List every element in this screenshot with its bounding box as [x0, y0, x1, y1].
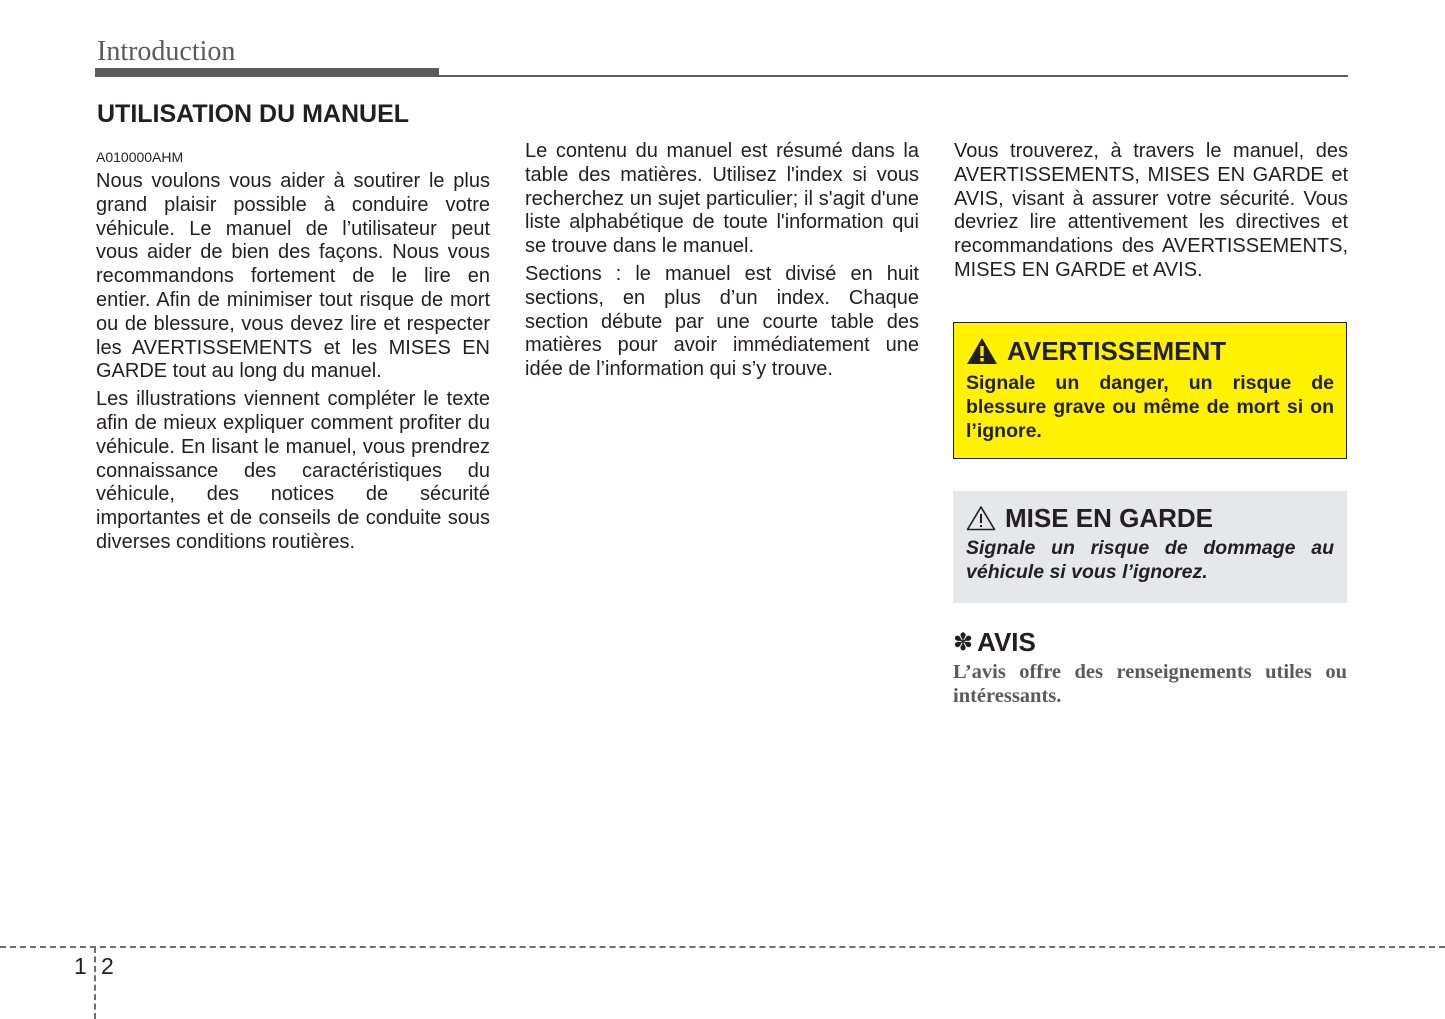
notice-heading: [953, 627, 1036, 657]
paragraph: Vous trouverez, à travers le manuel, des AVERTISSEMENTS, MISES EN GARDE et AVIS, visant à assurer votre sécurité. Vous devriez lire attentivement les directives et recommandations des AVERTISSEMENTS, MISES EN GARDE et AVIS.: [954, 140, 1348, 281]
warning-text: Signale un danger, un risque de blessure grave ou même de mort si on l’ignore.: [966, 372, 1334, 442]
page-number: 2: [101, 953, 114, 979]
warning-title: AVERTISSEMENT: [1007, 336, 1227, 366]
paragraph: Nous voulons vous aider à soutirer le plus grand plaisir possible à conduire votre véhicule. Le manuel de l’utilisateur peut vous aider de bien des façons. Nous vous recommandons fortement de le lire en entier. Afin de minimiser tout risque de mort ou de blessure, vous devez lire et respecter les AVERTISSEMENTS et les MISES EN GARDE tout au long du manuel.: [96, 170, 490, 383]
footer-divider-vertical: [94, 947, 96, 1019]
warning-heading: [966, 336, 1226, 366]
footer-divider-horizontal: [0, 946, 1445, 948]
caution-title: MISE EN GARDE: [1005, 503, 1214, 533]
asterisk-icon: ✽: [953, 628, 974, 656]
caution-box: [953, 491, 1347, 603]
text-column-3: [954, 140, 1348, 287]
header-bar: [95, 68, 439, 77]
page-header-title: Introduction: [97, 36, 236, 67]
paragraph: Le contenu du manuel est résumé dans la table des matières. Utilisez l'index si vous recherchez un sujet particulier; il s'agit d'une liste alphabétique de toute l'information qui se trouve dans le manuel.: [525, 140, 919, 258]
warning-box: [953, 322, 1347, 459]
warning-triangle-filled-icon: [966, 337, 998, 365]
caution-text: Signale un risque de dommage au véhicule si vous l’ignorez.: [966, 537, 1334, 583]
paragraph: Sections : le manuel est divisé en huit sections, en plus d’un index. Chaque section débute par une courte table des matières pour avoir immédiatement une idée de l’information qui s’y trouve.: [525, 262, 919, 381]
text-column-2: [525, 140, 919, 386]
caution-heading: [966, 503, 1213, 533]
section-title: UTILISATION DU MANUEL: [97, 100, 410, 128]
notice-text: L’avis offre des renseignements utiles ou intéressants.: [953, 661, 1347, 707]
notice-title: AVIS: [977, 627, 1036, 657]
document-code: A010000AHM: [96, 149, 184, 165]
text-column-1: [96, 170, 490, 559]
header-rule: [439, 75, 1348, 77]
warning-triangle-outline-icon: [966, 505, 996, 531]
page-section-number: 1: [74, 953, 87, 979]
paragraph: Les illustrations viennent compléter le texte afin de mieux expliquer comment profiter du véhicule. En lisant le manuel, vous prendrez connaissance des caractéristiques du véhicule, des notices de sécurité importantes et de conseils de conduite sous diverses conditions routières.: [96, 388, 490, 553]
